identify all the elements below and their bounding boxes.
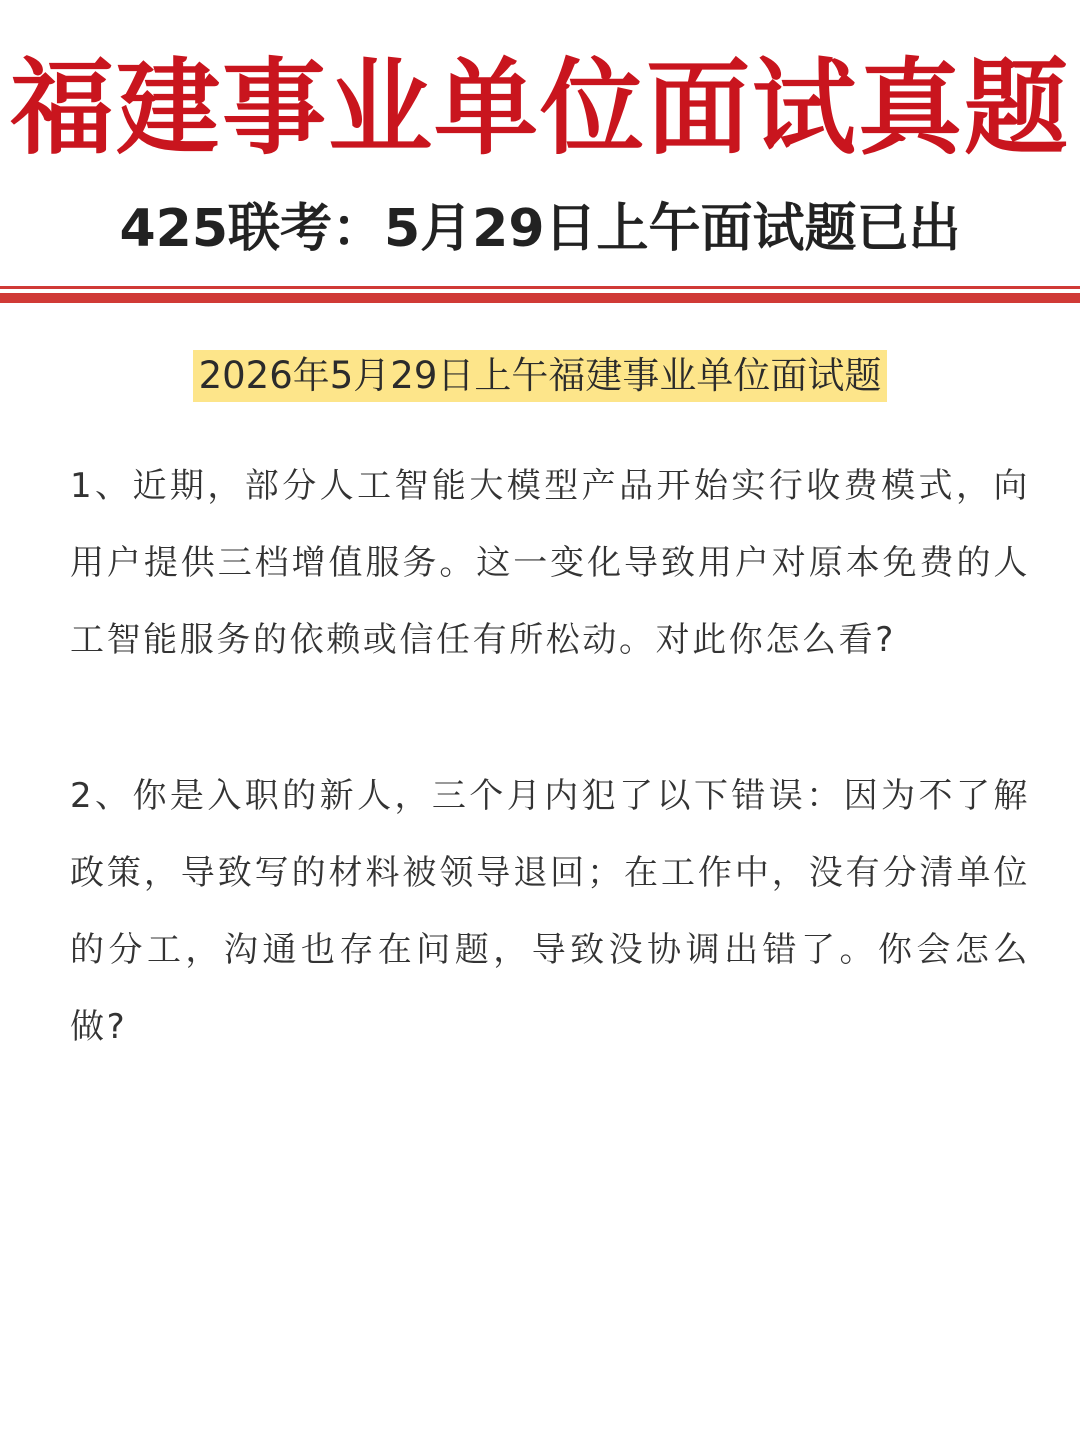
page-subtitle: 425联考：5月29日上午面试题已出 <box>119 199 961 259</box>
page-title: 福建事业单位面试真题 <box>9 47 1070 169</box>
question-1: 1、近期，部分人工智能大模型产品开始实行收费模式，向用户提供三档增值服务。这一变化导致用户对原本免费的人工智能服务的依赖或信任有所松动。对此你怎么看? <box>70 466 1030 660</box>
divider-thick <box>0 293 1080 303</box>
section-heading-wrap <box>0 350 1080 402</box>
question-2: 2、你是入职的新人，三个月内犯了以下错误：因为不了解政策，导致写的材料被领导退回；在工作中，没有分清单位的分工，沟通也存在问题，导致没协调出错了。你会怎么做? <box>70 776 1030 1047</box>
section-heading: 2026年5月29日上午福建事业单位面试题 <box>193 350 888 402</box>
divider-thin <box>0 286 1080 289</box>
